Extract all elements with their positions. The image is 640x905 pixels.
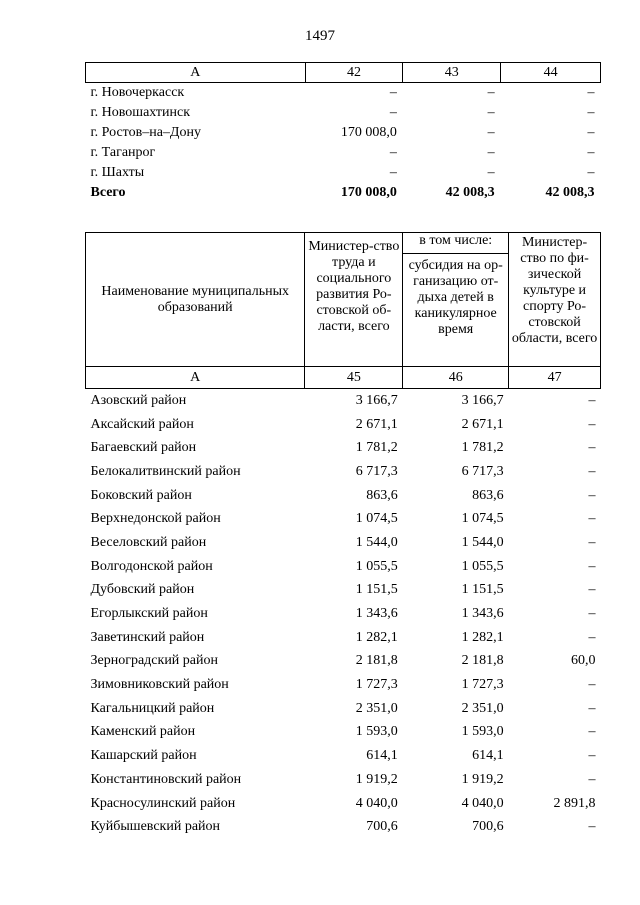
municipality-name: Белокалитвинский район xyxy=(90,463,241,479)
value-cell: – xyxy=(487,105,495,120)
municipality-name: Азовский район xyxy=(90,392,187,408)
table-row xyxy=(86,815,601,839)
municipality-name: Заветинский район xyxy=(90,629,205,645)
column-header: 42 xyxy=(305,63,403,83)
value-cell: 1 151,5 xyxy=(461,582,504,598)
value-cell: – xyxy=(588,558,596,574)
value-cell: 1 544,0 xyxy=(461,534,504,550)
subsidy-header: субсидия на ор-ганизацию от-дыха детей в каникулярное время xyxy=(403,254,509,367)
municipality-name: г. Новочеркасск xyxy=(90,85,185,100)
value-cell: 1 727,3 xyxy=(355,677,398,693)
header-row xyxy=(86,233,601,254)
table-row xyxy=(86,507,601,531)
table-row xyxy=(86,103,601,123)
value-cell: – xyxy=(588,724,596,740)
value-cell: – xyxy=(587,105,595,120)
total-value: 42 008,3 xyxy=(545,185,595,200)
value-cell: – xyxy=(588,629,596,645)
value-cell: 2 351,0 xyxy=(355,700,398,716)
value-cell: – xyxy=(588,511,596,527)
value-cell: 2 181,8 xyxy=(461,653,504,669)
value-cell: – xyxy=(389,145,397,160)
municipality-name: Боковский район xyxy=(90,487,192,503)
value-cell: 1 282,1 xyxy=(355,629,398,645)
municipality-name: Верхнедонской район xyxy=(90,511,221,527)
value-cell: 60,0 xyxy=(571,653,596,669)
value-cell: – xyxy=(389,85,397,100)
value-cell: – xyxy=(389,165,397,180)
municipality-name: Красносулинский район xyxy=(90,795,236,811)
table-row xyxy=(86,626,601,650)
total-label: Всего xyxy=(90,185,126,200)
value-cell: 614,1 xyxy=(366,748,398,764)
value-cell: – xyxy=(487,165,495,180)
table-row xyxy=(86,484,601,508)
column-header: 44 xyxy=(501,63,601,83)
value-cell: 1 919,2 xyxy=(461,771,504,787)
table-row xyxy=(86,673,601,697)
total-row xyxy=(86,183,601,203)
value-cell: 2 351,0 xyxy=(461,700,504,716)
value-cell: 170 008,0 xyxy=(340,125,397,140)
value-cell: 6 717,3 xyxy=(461,463,504,479)
value-cell: 1 055,5 xyxy=(461,558,504,574)
municipality-name: Багаевский район xyxy=(90,440,197,456)
value-cell: – xyxy=(487,125,495,140)
value-cell: – xyxy=(588,392,596,408)
value-cell: – xyxy=(587,165,595,180)
value-cell: 1 282,1 xyxy=(461,629,504,645)
municipality-header: Наименование муниципальных образований xyxy=(86,233,305,367)
budget-table-main xyxy=(85,232,601,839)
table-row xyxy=(86,413,601,437)
table-row xyxy=(86,650,601,674)
municipality-name: г. Таганрог xyxy=(90,145,156,160)
value-cell: – xyxy=(587,145,595,160)
municipality-name: Егорлыкский район xyxy=(90,606,208,622)
municipality-name: Зимовниковский район xyxy=(90,677,229,693)
value-cell: – xyxy=(487,85,495,100)
value-cell: 4 040,0 xyxy=(461,795,504,811)
value-cell: – xyxy=(588,819,596,835)
value-cell: 1 343,6 xyxy=(461,606,504,622)
municipality-name: Куйбышевский район xyxy=(90,819,221,835)
value-cell: – xyxy=(587,85,595,100)
value-cell: – xyxy=(588,463,596,479)
value-cell: 2 671,1 xyxy=(461,416,504,432)
value-cell: – xyxy=(588,606,596,622)
municipality-name: Зерноградский район xyxy=(90,653,218,669)
table-row xyxy=(86,460,601,484)
value-cell: 1 781,2 xyxy=(461,440,504,456)
column-number: 45 xyxy=(305,367,403,389)
value-cell: 1 074,5 xyxy=(355,511,398,527)
column-header: 43 xyxy=(403,63,501,83)
value-cell: 1 055,5 xyxy=(355,558,398,574)
table-row xyxy=(86,389,601,413)
table-row xyxy=(86,744,601,768)
value-cell: 614,1 xyxy=(472,748,504,764)
value-cell: 1 074,5 xyxy=(461,511,504,527)
ministry-sport-header: Министер-ство по фи-зической культуре и спорту Ро-стовской области, всего xyxy=(509,233,601,367)
value-cell: 2 891,8 xyxy=(553,795,596,811)
table-row xyxy=(86,579,601,603)
value-cell: – xyxy=(588,748,596,764)
column-number: 47 xyxy=(509,367,601,389)
table-row xyxy=(86,768,601,792)
column-number: А xyxy=(86,367,305,389)
table-row xyxy=(86,163,601,183)
including-header: в том числе: xyxy=(403,233,509,254)
value-cell: 2 181,8 xyxy=(355,653,398,669)
column-header: А xyxy=(86,63,306,83)
value-cell: 1 544,0 xyxy=(355,534,398,550)
value-cell: 3 166,7 xyxy=(461,392,504,408)
value-cell: – xyxy=(588,771,596,787)
value-cell: 1 781,2 xyxy=(355,440,398,456)
municipality-name: Кашарский район xyxy=(90,748,197,764)
municipality-name: г. Шахты xyxy=(90,165,145,180)
value-cell: – xyxy=(588,582,596,598)
value-cell: 863,6 xyxy=(472,487,504,503)
column-number-row xyxy=(86,63,601,83)
value-cell: – xyxy=(588,700,596,716)
total-value: 170 008,0 xyxy=(340,185,397,200)
table-row xyxy=(86,436,601,460)
table-row xyxy=(86,83,601,104)
column-number-row xyxy=(86,367,601,389)
value-cell: 2 671,1 xyxy=(355,416,398,432)
budget-table-top xyxy=(85,62,601,203)
municipality-name: г. Ростов–на–Дону xyxy=(90,125,201,140)
value-cell: 3 166,7 xyxy=(355,392,398,408)
value-cell: – xyxy=(487,145,495,160)
value-cell: – xyxy=(389,105,397,120)
value-cell: – xyxy=(588,487,596,503)
value-cell: – xyxy=(588,416,596,432)
table-row xyxy=(86,721,601,745)
table-row xyxy=(86,792,601,816)
table-row xyxy=(86,123,601,143)
municipality-name: Константиновский район xyxy=(90,771,242,787)
table-row xyxy=(86,555,601,579)
value-cell: – xyxy=(588,440,596,456)
value-cell: 4 040,0 xyxy=(355,795,398,811)
value-cell: – xyxy=(588,534,596,550)
value-cell: 1 593,0 xyxy=(461,724,504,740)
value-cell: – xyxy=(588,677,596,693)
value-cell: 1 919,2 xyxy=(355,771,398,787)
page-number: 1497 xyxy=(305,28,335,44)
table-row xyxy=(86,602,601,626)
ministry-labor-header: Министер-ство труда и социального развития Ро-стовской об-ласти, всего xyxy=(305,233,403,367)
municipality-name: Волгодонской район xyxy=(90,558,213,574)
value-cell: 6 717,3 xyxy=(355,463,398,479)
municipality-name: г. Новошахтинск xyxy=(90,105,191,120)
total-value: 42 008,3 xyxy=(445,185,495,200)
value-cell: 1 151,5 xyxy=(355,582,398,598)
value-cell: 1 593,0 xyxy=(355,724,398,740)
municipality-name: Аксайский район xyxy=(90,416,194,432)
value-cell: 700,6 xyxy=(472,819,504,835)
table-row xyxy=(86,531,601,555)
municipality-name: Каменский район xyxy=(90,724,196,740)
column-number: 46 xyxy=(403,367,509,389)
value-cell: 1 727,3 xyxy=(461,677,504,693)
value-cell: 700,6 xyxy=(366,819,398,835)
value-cell: 863,6 xyxy=(366,487,398,503)
municipality-name: Кагальницкий район xyxy=(90,700,215,716)
municipality-name: Дубовский район xyxy=(90,582,195,598)
value-cell: 1 343,6 xyxy=(355,606,398,622)
value-cell: – xyxy=(587,125,595,140)
table-row xyxy=(86,143,601,163)
table-row xyxy=(86,697,601,721)
municipality-name: Веселовский район xyxy=(90,534,207,550)
